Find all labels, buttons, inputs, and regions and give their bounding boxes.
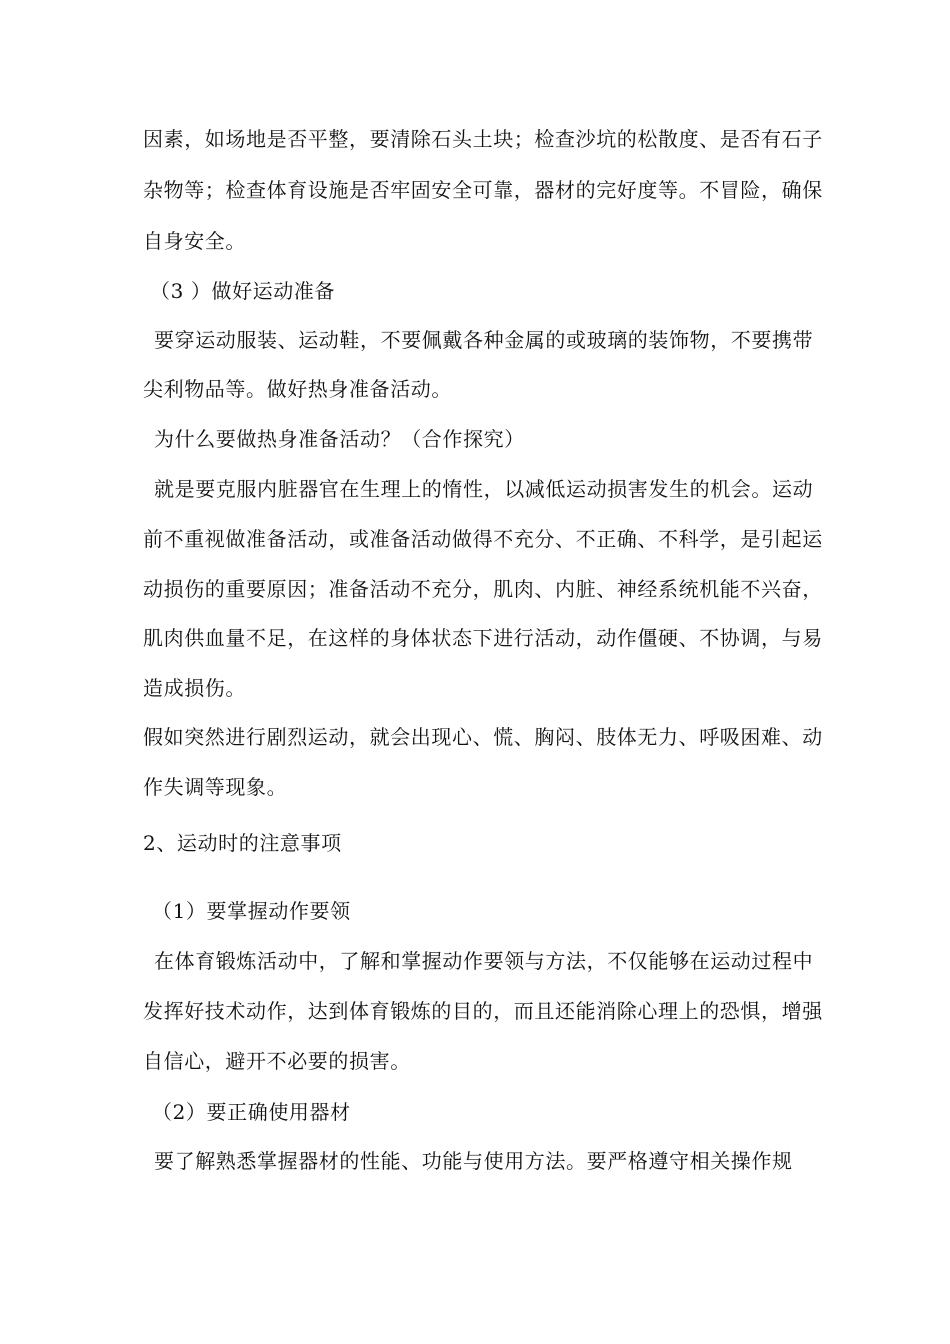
paragraph-line: 在体育锻炼活动中，了解和掌握动作要领与方法，不仅能够在运动过程中: [154, 949, 814, 973]
paragraph-line: 就是要克服内脏器官在生理上的惰性，以减低运动损害发生的机会。运动: [154, 477, 814, 501]
question-line: 为什么要做热身准备活动？（合作探究）: [154, 427, 525, 451]
paragraph-line: 因素，如场地是否平整，要清除石头土块；检查沙坑的松散度、是否有石子: [143, 127, 823, 151]
paragraph-line: 尖利物品等。做好热身准备活动。: [143, 377, 452, 401]
subheading-3: （3 ）做好运动准备: [150, 279, 336, 303]
paragraph-line: 动损伤的重要原因；准备活动不充分，肌肉、内脏、神经系统机能不兴奋，: [143, 577, 823, 601]
paragraph-line: 肌肉供血量不足，在这样的身体状态下进行活动，动作僵硬、不协调，与易: [143, 626, 823, 650]
paragraph-line: 作失调等现象。: [143, 775, 288, 799]
paragraph-line: 假如突然进行剧烈运动，就会出现心、慌、胸闷、肢体无力、呼吸困难、动: [143, 725, 823, 749]
paragraph-line: 自信心，避开不必要的损害。: [143, 1049, 411, 1073]
subheading-1: （1）要掌握动作要领: [152, 899, 351, 923]
paragraph-line: 发挥好技术动作，达到体育锻炼的目的，而且还能消除心理上的恐惧，增强: [143, 999, 823, 1023]
section-heading-2: 2、运动时的注意事项: [143, 831, 342, 855]
paragraph-line: 要了解熟悉掌握器材的性能、功能与使用方法。要严格遵守相关操作规: [154, 1149, 793, 1173]
paragraph-line: 自身安全。: [143, 229, 246, 253]
paragraph-line: 造成损伤。: [143, 676, 246, 700]
paragraph-line: 杂物等；检查体育设施是否牢固安全可靠，器材的完好度等。不冒险，确保: [143, 178, 823, 202]
paragraph-line: 前不重视做准备活动，或准备活动做得不充分、不正确、不科学，是引起运: [143, 527, 823, 551]
subheading-2: （2）要正确使用器材: [152, 1100, 351, 1124]
paragraph-line: 要穿运动服装、运动鞋，不要佩戴各种金属的或玻璃的装饰物，不要携带: [154, 328, 814, 352]
